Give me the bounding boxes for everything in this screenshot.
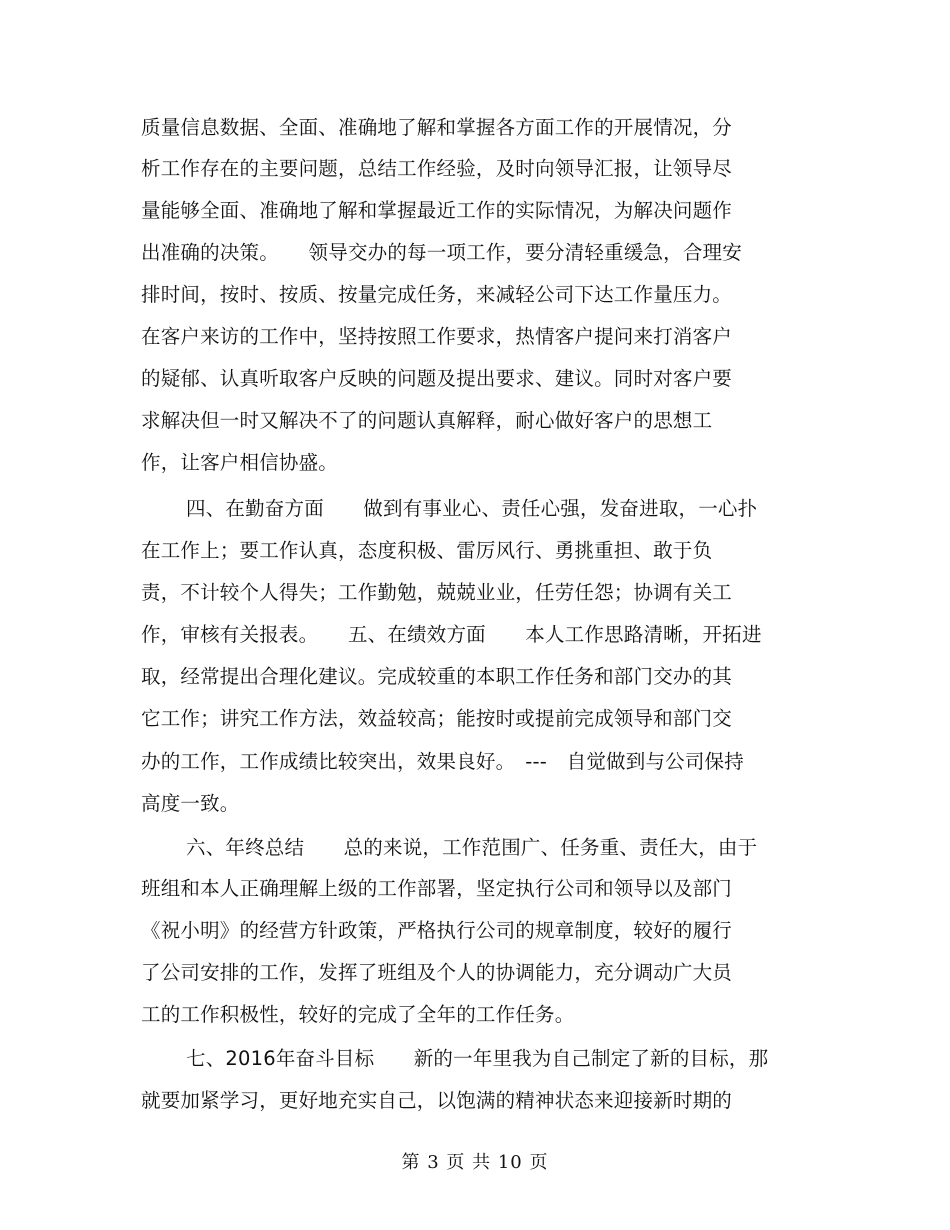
paragraph-line: 求解决但一时又解决不了的问题认真解释，耐心做好客户的思想工 — [141, 409, 713, 432]
section-heading-line: 六、年终总结 总的来说，工作范围广、任务重、责任大，由于 — [186, 836, 758, 859]
section-heading-line: 七、2016年奋斗目标 新的一年里我为自己制定了新的目标，那 — [186, 1047, 769, 1070]
paragraph-line: 的疑郁、认真听取客户反映的问题及提出要求、建议。同时对客户要 — [141, 367, 733, 390]
paragraph-line: 作，让客户相信协盛。 — [141, 451, 339, 474]
paragraph-line: 作，审核有关报表。 五、在绩效方面 本人工作思路清晰，开拓进 — [141, 623, 762, 646]
paragraph-line: 在工作上；要工作认真，态度积极、雷厉风行、勇挑重担、敢于负 — [141, 539, 713, 562]
paragraph-line: 办的工作，工作成绩比较突出，效果良好。 --- 自觉做到与公司保持 — [141, 750, 744, 773]
paragraph-line: 析工作存在的主要问题，总结工作经验，及时向领导汇报，让领导尽 — [141, 157, 733, 180]
paragraph-line: 班组和本人正确理解上级的工作部署，坚定执行公司和领导以及部门 — [141, 877, 733, 900]
paragraph-line: 高度一致。 — [141, 792, 240, 815]
paragraph-line: 排时间，按时、按质、按量完成任务，来减轻公司下达工作量压力。 — [141, 283, 733, 306]
paragraph-line: 《祝小明》的经营方针政策，严格执行公司的规章制度，较好的履行 — [141, 919, 733, 942]
paragraph-line: 质量信息数据、全面、准确地了解和掌握各方面工作的开展情况，分 — [141, 116, 733, 139]
paragraph-line: 在客户来访的工作中，坚持按照工作要求，热情客户提问来打消客户 — [141, 325, 733, 348]
paragraph-line: 责，不计较个人得失；工作勤勉，兢兢业业，任劳任怨；协调有关工 — [141, 581, 733, 604]
page-number-footer: 第 3 页 共 10 页 — [401, 1152, 549, 1173]
paragraph-line: 工的工作积极性，较好的完成了全年的工作任务。 — [141, 1003, 575, 1026]
paragraph-line: 出准确的决策。 领导交办的每一项工作，要分清轻重缓急，合理安 — [141, 241, 742, 264]
paragraph-line: 它工作；讲究工作方法，效益较高；能按时或提前完成领导和部门交 — [141, 707, 733, 730]
paragraph-line: 就要加紧学习，更好地充实自己，以饱满的精神状态来迎接新时期的 — [141, 1089, 733, 1112]
section-heading-line: 四、在勤奋方面 做到有事业心、责任心强，发奋进取，一心扑 — [186, 497, 758, 520]
paragraph-line: 了公司安排的工作，发挥了班组及个人的协调能力，充分调动广大员 — [141, 961, 733, 984]
paragraph-line: 取，经常提出合理化建议。完成较重的本职工作任务和部门交办的其 — [141, 665, 733, 688]
paragraph-line: 量能够全面、准确地了解和掌握最近工作的实际情况，为解决问题作 — [141, 199, 733, 222]
